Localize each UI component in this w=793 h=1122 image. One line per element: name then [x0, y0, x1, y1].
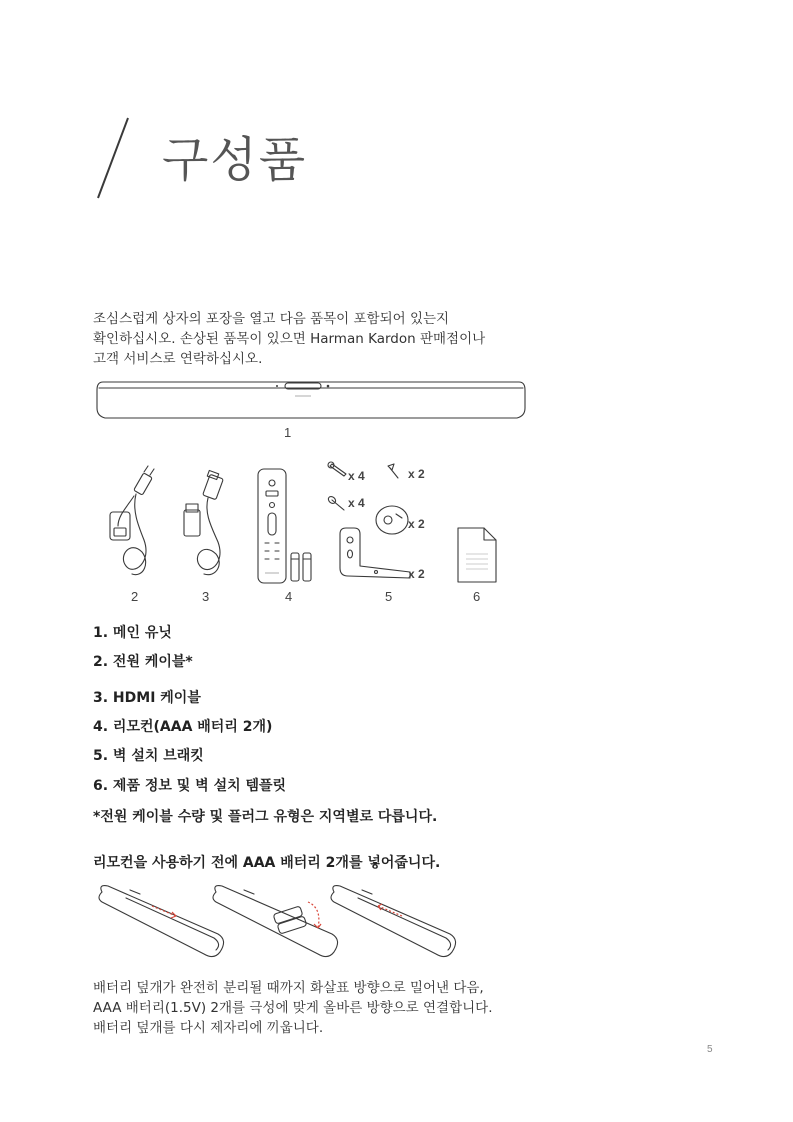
list-item: 1. 메인 유닛	[93, 625, 172, 641]
soundbar-illustration	[95, 378, 527, 424]
step-3-replace-cover	[331, 886, 456, 957]
figure-label-power-cable: 2	[131, 589, 139, 604]
battery-instructions	[93, 978, 553, 1038]
power-cable-illustration	[104, 470, 164, 582]
battery-line: AAA 배터리(1.5V) 2개를 극성에 맞게 올바른 방향으로 연결합니다.	[93, 1000, 493, 1016]
power-cable-note: *전원 케이블 수량 및 플러그 유형은 지역별로 다릅니다.	[93, 809, 438, 825]
qty-washer: x 2	[408, 517, 425, 531]
figure-label-brackets: 5	[385, 589, 393, 604]
list-item: 2. 전원 케이블*	[93, 654, 193, 670]
page-number: 5	[707, 1044, 713, 1055]
list-item: 4. 리모컨(AAA 배터리 2개)	[93, 719, 273, 735]
list-item: 3. HDMI 케이블	[93, 690, 201, 706]
remote-illustration	[255, 467, 317, 585]
document-icon	[456, 526, 498, 584]
step-1-slide-cover	[99, 886, 224, 957]
qty-screw-long: x 4	[348, 469, 365, 483]
battery-line: 배터리 덮개를 다시 제자리에 끼웁니다.	[93, 1020, 324, 1036]
figure-label-soundbar: 1	[284, 425, 292, 440]
figure-label-remote: 4	[285, 589, 293, 604]
page-title: 구성품	[162, 132, 308, 188]
qty-screw-short: x 2	[408, 467, 425, 481]
list-item: 6. 제품 정보 및 벽 설치 템플릿	[93, 778, 287, 794]
battery-line: 배터리 덮개가 완전히 분리될 때까지 화살표 방향으로 밀어낸 다음,	[93, 980, 484, 996]
hdmi-cable-illustration	[178, 470, 238, 582]
intro-paragraph	[93, 309, 533, 369]
step-2-insert-batteries	[213, 886, 338, 957]
qty-bracket: x 2	[408, 567, 425, 581]
intro-line: 확인하십시오. 손상된 품목이 있으면 Harman Kardon 판매점이나	[93, 331, 486, 347]
intro-line: 조심스럽게 상자의 포장을 열고 다음 품목이 포함되어 있는지	[93, 311, 450, 327]
list-item: 5. 벽 설치 브래킷	[93, 748, 204, 764]
figure-label-hdmi-cable: 3	[202, 589, 210, 604]
figure-label-template: 6	[473, 589, 481, 604]
battery-install-steps-illustration	[96, 882, 456, 964]
qty-anchor: x 4	[348, 496, 365, 510]
title-slash-decoration	[94, 116, 134, 200]
intro-line: 고객 서비스로 연락하십시오.	[93, 351, 263, 367]
remote-battery-heading: 리모컨을 사용하기 전에 AAA 배터리 2개를 넣어줍니다.	[93, 855, 441, 871]
